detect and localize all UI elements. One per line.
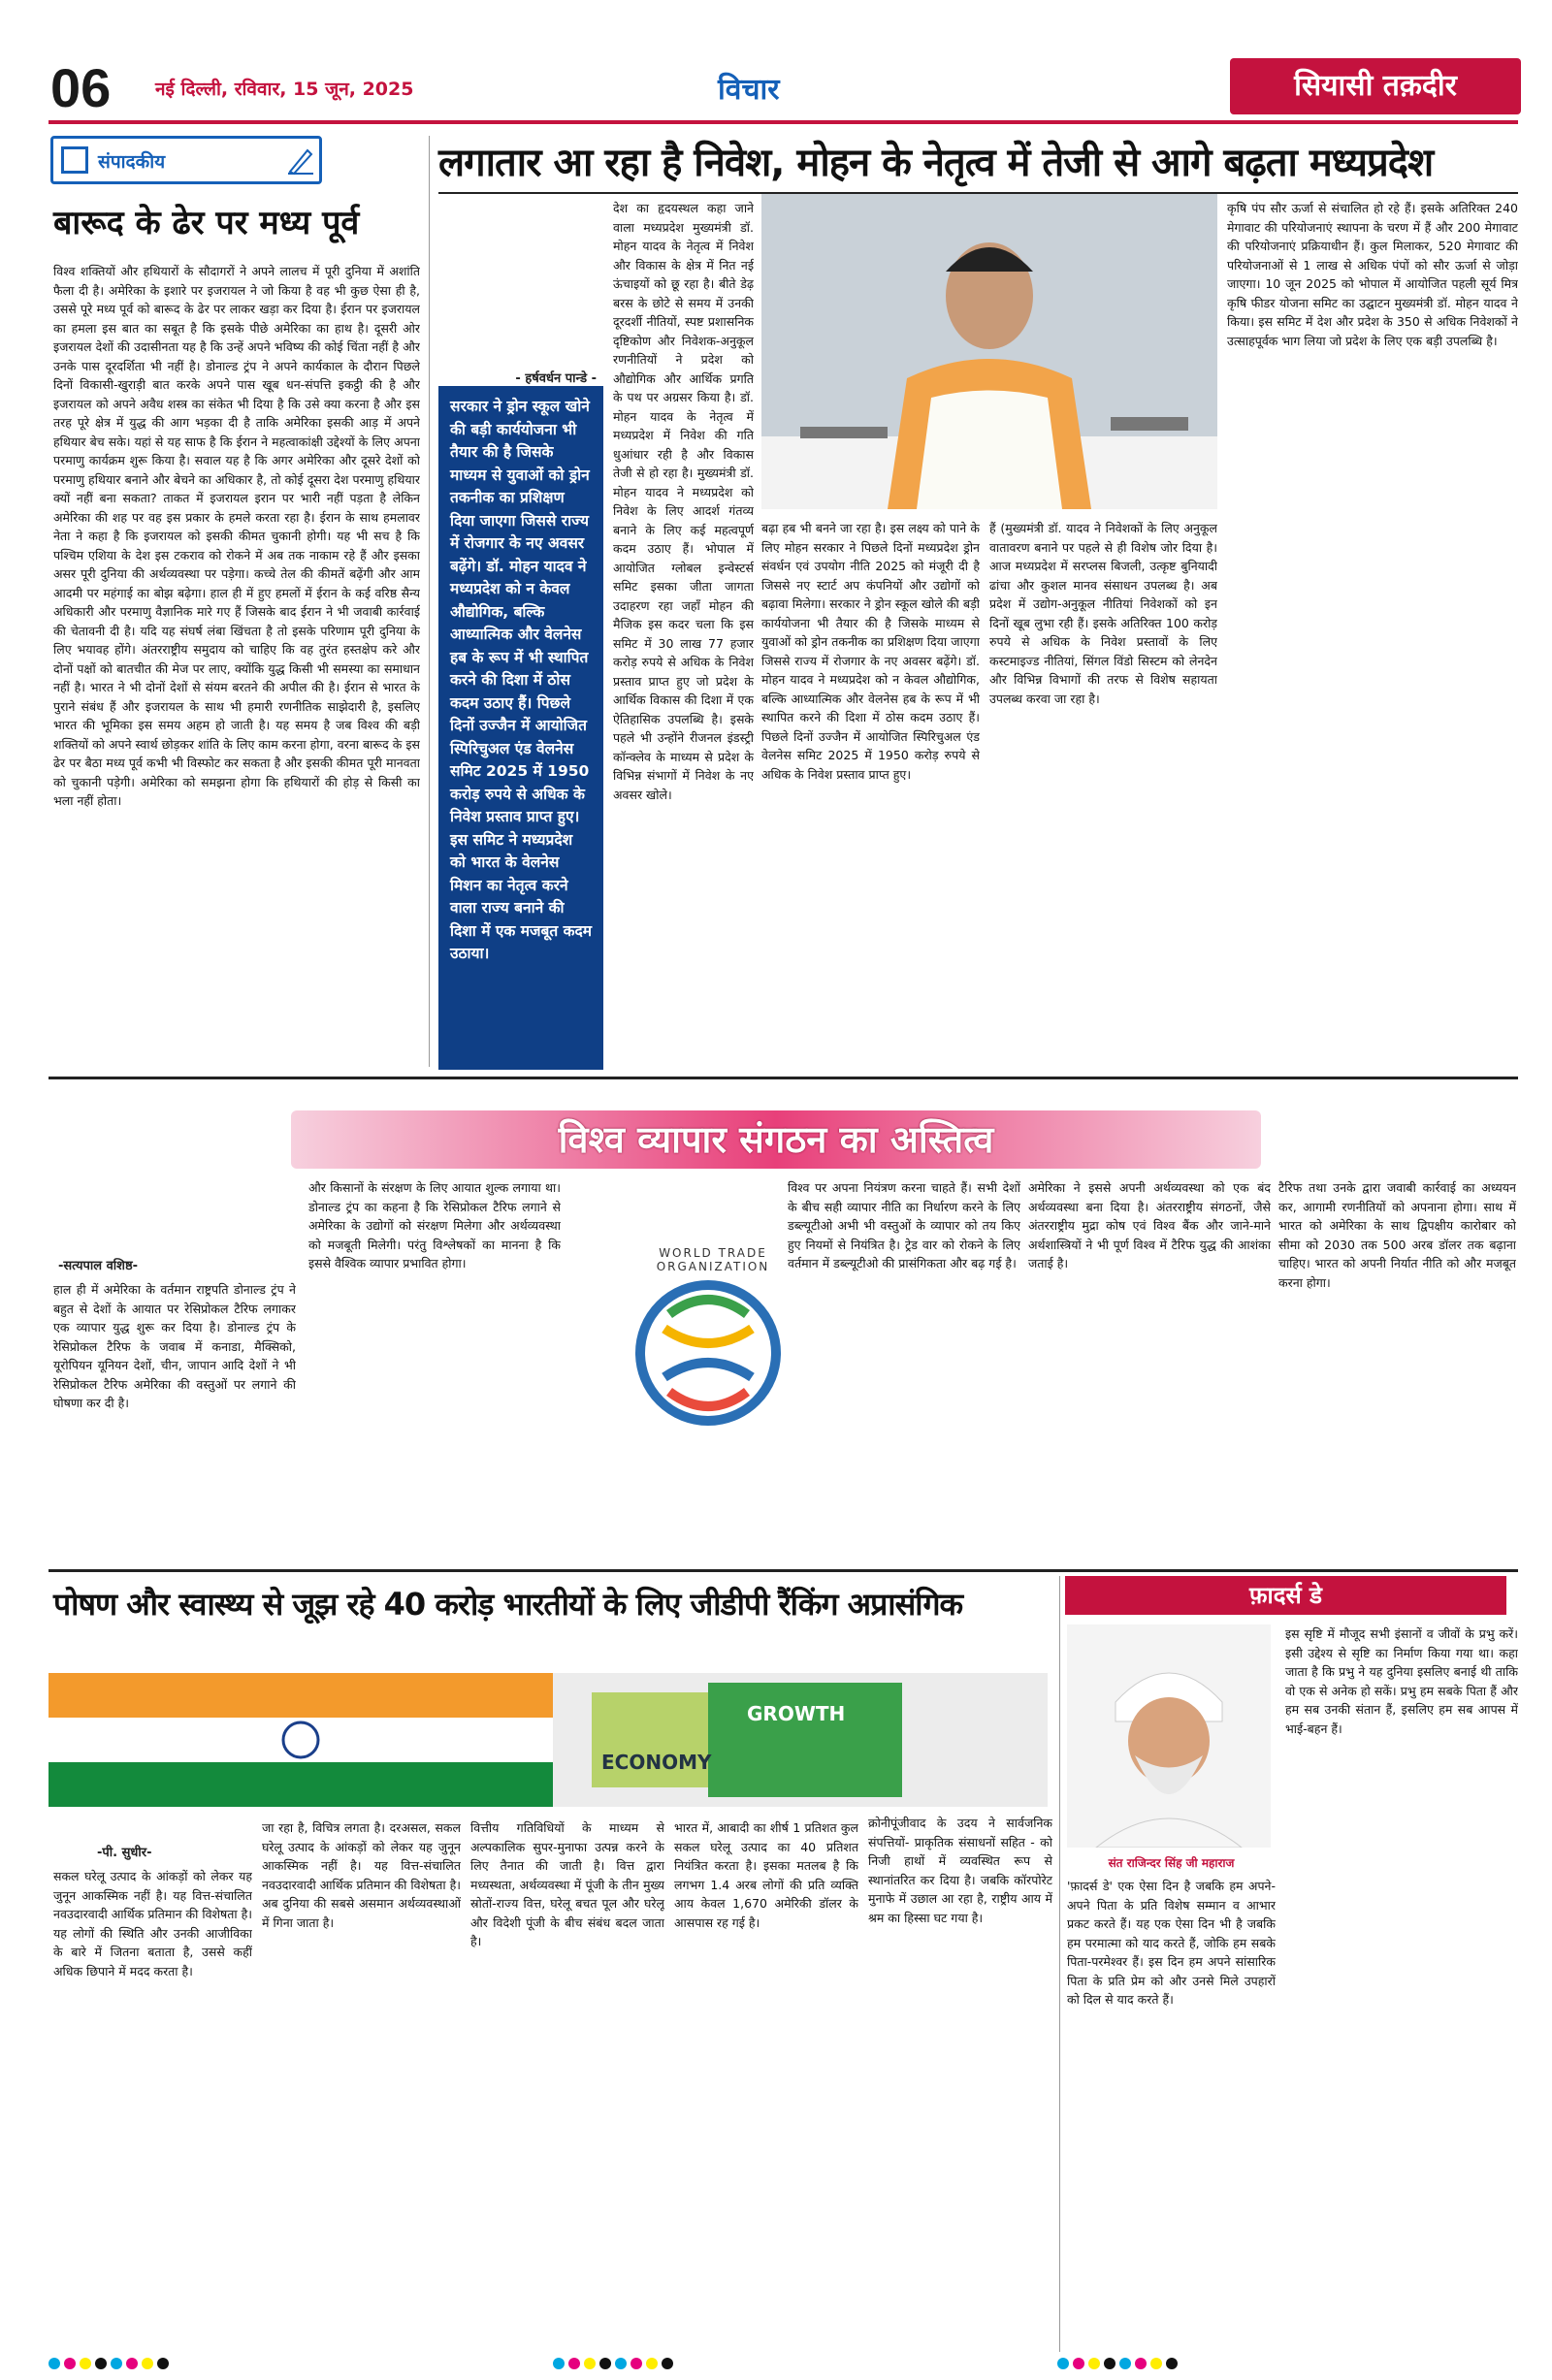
color-dot — [646, 2358, 658, 2369]
article2-col3: विश्व पर अपना नियंत्रण करना चाहते हैं। सभी देशों के बीच सही व्यापार नीति का निर्धारण करने के लिए डब्ल्यूटीओ अभी भी वस्तुओं के व्यापार को तय किए हुए नियमों से नियंत्रित है। ट्रेड वार को रोकने के लिए वर्तमान में डब्ल्यूटीओ की प्रासंगिकता और बढ़ गई है। — [788, 1180, 1020, 1270]
dateline: नई दिल्ली, रविवार, 15 जून, 2025 — [155, 79, 414, 100]
article1-byline: - हर्षवर्धन पान्डे - — [515, 371, 597, 386]
article3-byline: -पी. सुधीर- — [97, 1846, 152, 1860]
color-dot — [95, 2358, 107, 2369]
editorial-body: विश्व शक्तियों और हथियारों के सौदागरों ने अपने लालच में पूरी दुनिया में अशांति फैला दी है। अमेरिका के इशारे पर इजरायल ने जो किया है वह भी कुछ ऐसा ही है, उससे पूरे मध्य पूर्व को बारूद के ढेर पर लाकर खड़ा कर दिया है। ईरान पर इजरायल का हमला इस बात का सबूत है कि इसके पीछे अमेरिका का हाथ है। दूसरी ओर इजरायल देशों की उदासीनता यह है कि उन्हें अपने भविष्य की कोई चिंता नहीं है और उनके पास दूरदर्शिता भी नहीं है। डोनाल्ड ट्रंप ने अपने कार्यकाल के दौरान पिछले दिनों विकासी-खुराड़ी बात करके अपने पास खूब धन-संपत्ति इकट्ठी की है और इजरायल को अपने अवैध शस्त्र का संकेत भी दिया है कि उसे क्या करना है और इस तरह पूरे क्षेत्र में युद्ध की आग भड़का दी है ताकि अमेरिका इसकी आड़ में अपने हथियार बेच सके। यहां से यह साफ है कि ईरान ने महत्वाकांक्षी उद्देश्यों के लिए अपना परमाणु कार्यक्रम शुरू किया है। सवाल यह है कि अगर अमेरिका और दूसरे देशों को परमाणु हथियार बनाने और बेचने का अधिकार है, तो कोई दूसरा देश परमाणु हथियार क्यों नहीं बना सकता? ताकत में इजरायल इरान पर भारी नहीं पड़ता है लेकिन अमेरिका की शह पर वह इस प्रकार के हमले करता रहा है। ईरान के साथ हमलावर नेता ने कहा है कि इजरायल को इसकी कीमत चुकानी होगी। यह भी सच है कि पश्चिम एशिया के देश इस टकराव को रोकने में अब तक नाकाम रहे हैं और इसका असर पूरी दुनिया की अर्थव्यवस्था पर पड़ेगा। कच्चे तेल की कीमतें बढ़ेंगी और आम आदमी पर महंगाई का बोझ बढ़ेगा। हाल ही में हुए हमलों में ईरान के कई वरिष्ठ सैन्य अधिकारी और परमाणु वैज्ञानिक मारे गए हैं जिसके बाद ईरान ने भी जवाबी कार्रवाई की चेतावनी दी है। यदि यह संघर्ष लंबा खिंचता है तो इसके परिणाम पूरी दुनिया के लिए भयावह होंगे। अंतरराष्ट्रीय समुदाय को चाहिए कि वह तुरंत हस्तक्षेप करे और दोनों पक्षों को बातचीत की मेज पर लाए, क्योंकि युद्ध किसी भी समस्या का समाधान नहीं है। भारत ने भी दोनों देशों से संयम बरतने की अपील की है। ईरान से भारत के पुराने संबंध हैं और इजरायल के साथ भी हमारी रणनीतिक साझेदारी है, इसलिए भारत की भूमिका इस समय अहम हो जाती है। यह समय है जब विश्व की बड़ी शक्तियों को अपने स्वार्थ छोड़कर शांति के लिए काम करना होगा, वरना बारूद के इस ढेर पर बैठा मध्य पूर्व कभी भी विस्फोट कर सकता है और इसकी कीमत पूरी मानवता को चुकानी पड़ेगी। अमेरिका को समझना होगा कि हथियारों की होड़ से किसी का भला नहीं होता। — [53, 264, 420, 808]
color-dot — [553, 2358, 565, 2369]
color-dot — [80, 2358, 91, 2369]
color-dot — [126, 2358, 138, 2369]
growth-label: GROWTH — [747, 1702, 846, 1725]
article2-headline: विश्व व्यापार संगठन का अस्तित्व — [558, 1118, 994, 1161]
color-dot — [1119, 2358, 1131, 2369]
editorial-box-icon — [61, 146, 88, 174]
color-dot — [157, 2358, 169, 2369]
article3-col5: क्रोनीपूंजीवाद के उदय ने सार्वजनिक संपत्तियों- प्राकृतिक संसाधनों सहित - को निजी हाथों में व्यवस्थित रूप से स्थानांतरित कर दिया है। जबकि कॉरपोरेट मुनाफे में उछाल आ रहा है, राष्ट्रीय आय में श्रम का हिस्सा घट गया है। — [868, 1816, 1052, 1925]
color-dot — [1150, 2358, 1162, 2369]
saint-portrait — [1067, 1624, 1271, 1848]
saint-caption: संत राजिन्दर सिंह जी महाराज — [1108, 1856, 1235, 1870]
color-dot — [630, 2358, 642, 2369]
pen-icon — [286, 146, 315, 176]
print-color-bar — [48, 2357, 1504, 2370]
editorial-headline: बारूद के ढेर पर मध्य पूर्व — [53, 204, 360, 242]
color-dot — [615, 2358, 627, 2369]
article1-photo — [761, 194, 1217, 509]
article2-col1: हाल ही में अमेरिका के वर्तमान राष्ट्रपति डोनाल्ड ट्रंप ने बहुत से देशों के आयात पर रेसिप्रोकल टैरिफ लगाकर एक व्यापार युद्ध शुरू कर दिया है। डोनाल्ड ट्रंप के रेसिप्रोकल टैरिफ के जवाब में कनाडा, मैक्सिको, यूरोपियन यूनियन देशों, चीन, जापान आदि देशों ने भी रेसिप्रोकल टैरिफ अमेरिका की वस्तुओं पर लगाने की घोषणा कर दी है। — [53, 1282, 296, 1410]
color-dot — [111, 2358, 122, 2369]
color-dot — [1088, 2358, 1100, 2369]
editorial-label-text: संपादकीय — [98, 151, 166, 173]
article1-col4: कृषि पंप सौर ऊर्जा से संचालित हो रहे हैं। इसके अतिरिक्त 240 मेगावाट की परियोजनाएं स्थापना के चरण में हैं और 200 मेगावाट की परियोजनाएं प्रक्रियाधीन हैं। कुल मिलाकर, 520 मेगावाट की परियोजनाओं से 1 लाख से अधिक पंपों को सौर ऊर्जा से जोड़ा जाएगा। 10 जून 2025 को भोपाल में आयोजित पहली सूर्य मित्र कृषि फीडर योजना समिट का उद्घाटन मुख्यमंत्री डॉ. मोहन यादव ने किया। इस समिट में देश और प्रदेश के 350 से अधिक निवेशकों ने उत्साहपूर्वक भाग लिया जो प्रदेश के लिए एक बड़ी उपलब्धि है। — [1227, 201, 1518, 348]
article1-col1: देश का हृदयस्थल कहा जाने वाला मध्यप्रदेश मुख्यमंत्री डॉ. मोहन यादव के नेतृत्व में निवेश और विकास के क्षेत्र में नित नई ऊंचाइयों को छू रहा है। बीते डेढ़ बरस के छोटे से समय में उनकी दूरदर्शी नीतियों, स्पष्ट प्रशासनिक दृष्टिकोण और निवेशक-अनुकूल रणनीतियों ने प्रदेश को औद्योगिक और आर्थिक प्रगति के पथ पर अग्रसर किया है। डॉ. मोहन यादव के नेतृत्व में मध्यप्रदेश में निवेश की गति धुआंधार रही है और विकास तेजी से हो रहा है। मुख्यमंत्री डॉ. मोहन यादव ने मध्यप्रदेश को निवेश के लिए आदर्श गंतव्य बनाने के लिए कई महत्वपूर्ण कदम उठाए हैं। भोपाल में आयोजित ग्लोबल इन्वेस्टर्स समिट इसका जीता जागता उदाहरण रहा जहाँ मोहन की मैजिक इस कदर चला कि इस समिट में 30 लाख 77 हजार करोड़ रुपये से अधिक के निवेश प्रस्ताव प्राप्त हुए जो प्रदेश के आर्थिक विकास की दिशा में एक ऐतिहासिक उपलब्धि है। इसके पहले भी उन्होंने रीजनल इंडस्ट्री कॉन्क्लेव के माध्यम से प्रदेश के विभिन्न संभागों में निवेश के नए अवसर खोले। — [613, 201, 754, 802]
column-divider-2 — [1059, 1576, 1060, 2352]
section-title: विचार — [718, 73, 780, 107]
masthead-rule — [48, 120, 1518, 124]
article1-headline: लगातार आ रहा है निवेश, मोहन के नेतृत्व में तेजी से आगे बढ़ता मध्यप्रदेश — [438, 141, 1434, 185]
article3-col4: भारत में, आबादी का शीर्ष 1 प्रतिशत कुल सकल घरेलू उत्पाद का 40 प्रतिशत नियंत्रित करता है। इसका मतलब है कि लगभग 1.4 अरब लोगों की प्रति व्यक्ति आय केवल 1,670 अमेरिकी डॉलर के आसपास रह गई है। — [674, 1820, 858, 1930]
article1-col3: हैं (मुख्यमंत्री डॉ. यादव ने निवेशकों के लिए अनुकूल वातावरण बनाने पर पहले से ही विशेष जोर दिया है। आज मध्यप्रदेश में सरप्लस बिजली, उत्कृष्ट बुनियादी ढांचा और कुशल मानव संसाधन उपलब्ध है। अब प्रदेश में उद्योग-अनुकूल नीतियां निवेशकों को इन दिनों खूब लुभा रही हैं। इसके अतिरिक्त 100 करोड़ रुपये से अधिक के निवेश प्रस्तावों के लिए कस्टमाइज्ड नीतियां, सिंगल विंडो सिस्टम को लेनदेन और विभिन्न विभागों की तरफ से विशेष सहायता उपलब्ध करवा जा रहा है। — [989, 521, 1217, 706]
article1-pullquote: सरकार ने ड्रोन स्कूल खोने की बड़ी कार्ययोजना भी तैयार की है जिसके माध्यम से युवाओं को ड्रोन तकनीक का प्रशिक्षण दिया जाएगा जिससे राज्य में रोजगार के नए अवसर बढ़ेंगे। डॉ. मोहन यादव ने मध्यप्रदेश को न केवल औद्योगिक, बल्कि आध्यात्मिक और वेलनेस हब के रूप में भी स्थापित करने की दिशा में ठोस कदम उठाए हैं। पिछले दिनों उज्जैन में आयोजित स्पिरिचुअल एंड वेलनेस समिट 2025 में 1950 करोड़ रुपये से अधिक के निवेश प्रस्ताव प्राप्त हुए। इस समिट ने मध्यप्रदेश को भारत के वेलनेस मिशन का नेतृत्व करने वाला राज्य बनाने की दिशा में एक मजबूत कदम उठाया। — [438, 386, 603, 1070]
section-rule-2 — [48, 1569, 1518, 1572]
color-dot — [48, 2358, 60, 2369]
page-number: 06 — [50, 57, 112, 118]
masthead — [0, 0, 1552, 126]
article3-col2: जा रहा है, विचित्र लगता है। दरअसल, सकल घरेलू उत्पाद के आंकड़ों को लेकर यह जुनून आकस्मिक नहीं है। यह वित्त-संचालित नवउदारवादी आर्थिक प्रतिमान की विशेषता है। अब दुनिया की सबसे असमान अर्थव्यवस्थाओं में गिना जाता है। — [262, 1820, 461, 1930]
color-dot — [1057, 2358, 1069, 2369]
section-rule — [48, 1077, 1518, 1079]
column-divider — [429, 136, 430, 1067]
cm-photo-illustration — [761, 194, 1217, 509]
color-dot — [142, 2358, 153, 2369]
color-dot — [1104, 2358, 1116, 2369]
color-dot — [1135, 2358, 1147, 2369]
color-dot — [1073, 2358, 1084, 2369]
article2-col5: टैरिफ तथा उनके द्वारा जवाबी कार्रवाई का अध्ययन कर, आगामी रणनीतियों को अपनाना होगा। साथ में भारत को अमेरिका के साथ द्विपक्षीय कारोबार को सीमा को 2030 तक 500 अरब डॉलर तक बढ़ाना चाहिए। भारत को अपनी निर्यात नीति को और मजबूत करना होगा। — [1278, 1180, 1516, 1290]
color-dot — [64, 2358, 76, 2369]
article2-col4: अमेरिका ने इससे अपनी अर्थव्यवस्था को एक बंद अर्थव्यवस्था बना दिया है। अंतरराष्ट्रीय संगठनों, जैसे अंतरराष्ट्रीय मुद्रा कोष एवं विश्व बैंक और जाने-माने अर्थशास्त्रियों ने भी पूर्ण विश्व में टैरिफ युद्ध की आशंका जताई है। — [1028, 1180, 1271, 1270]
article4-col2: इस सृष्टि में मौजूद सभी इंसानों व जीवों के प्रभु करें। इसी उद्देश्य से सृष्टि का निर्माण किया गया था। कहा जाता है कि प्रभु ने यह दुनिया इसलिए बनाई थी ताकि वो एक से अनेक हो सकें। प्रभु हम सबके पिता हैं और हम सब उनकी संतान हैं, इसलिए हम सब आपस में भाई-बहन हैं। — [1285, 1626, 1518, 1736]
saint-photo — [1067, 1624, 1271, 1848]
wto-logo-text: WORLD TRADE ORGANIZATION — [656, 1246, 770, 1273]
color-dot — [599, 2358, 611, 2369]
fathers-day-banner: फ़ादर्स डे — [1065, 1576, 1506, 1615]
article2-byline: -सत्यपाल वशिष्ठ- — [58, 1259, 139, 1273]
color-dot — [568, 2358, 580, 2369]
color-dot — [662, 2358, 673, 2369]
article2-banner — [291, 1110, 1261, 1169]
color-dot — [584, 2358, 596, 2369]
article2-col2: और किसानों के संरक्षण के लिए आयात शुल्क लगाया था। डोनाल्ड ट्रंप का कहना है कि रेसिप्रोकल टैरिफ लगाने से अमेरिका के उद्योगों को संरक्षण मिलेगा और अर्थव्यवस्था को मजबूती मिलेगी। परंतु विश्लेषकों का मानना है कि इससे वैश्विक व्यापार प्रभावित होगा। — [308, 1180, 561, 1270]
article3-headline: पोषण और स्वास्थ्य से जूझ रहे 40 करोड़ भारतीयों के लिए जीडीपी रैंकिंग अप्रासंगिक — [53, 1586, 963, 1623]
article4-col1: 'फ़ादर्स डे' एक ऐसा दिन है जबकि हम अपने-अपने पिता के प्रति विशेष सम्मान व आभार प्रकट करते हैं। यह एक ऐसा दिन भी है जबकि हम परमात्मा को याद करते हैं, जोकि हम सबके पिता-परमेश्वर हैं। इस दिन हम अपने सांसारिक पिता के प्रति प्रेम को और उनसे मिले उपहारों को दिल से याद करते हैं। — [1067, 1879, 1276, 2007]
editorial-label — [50, 136, 322, 184]
article3-col3: वित्तीय गतिविधियों के माध्यम से अल्पकालिक सुपर-मुनाफा उत्पन्न करने के लिए तैनात की जाती है। वित्त द्वारा मध्यस्थता, अर्थव्यवस्था में पूंजी के तीन मुख्य स्रोतों-राज्य वित्त, घरेलू बचत पूल और घरेलू और विदेशी पूंजी के बीच संबंध बदल जाता है। — [470, 1820, 664, 1948]
article3-col1: सकल घरेलू उत्पाद के आंकड़ों को लेकर यह जुनून आकस्मिक नहीं है। यह वित्त-संचालित नवउदारवादी आर्थिक प्रतिमान की विशेषता है। यह लोगों की स्थिति और उनकी आजीविका के बारे में जितना बताता है, उससे कहीं अधिक छिपाने में मदद करता है। — [53, 1869, 252, 1978]
section-kicker: सियासी तक़दीर — [1230, 58, 1521, 114]
color-dot — [1166, 2358, 1178, 2369]
article1-col2: बढ़ा हब भी बनने जा रहा है। इस लक्ष्य को पाने के लिए मोहन सरकार ने पिछले दिनों मध्यप्रदेश ड्रोन संवर्धन एवं उपयोग नीति 2025 को मंजूरी दी है जिससे नए स्टार्ट अप कंपनियों और उद्योगों को बढ़ावा मिलेगा। सरकार ने ड्रोन स्कूल खोले की बड़ी कार्ययोजना भी तैयार की है जिसके माध्यम से युवाओं को ड्रोन तकनीक का प्रशिक्षण दिया जाएगा जिससे राज्य में रोजगार के नए अवसर बढ़ेंगे। डॉ. मोहन यादव ने मध्यप्रदेश को न केवल औद्योगिक, बल्कि आध्यात्मिक और वेलनेस हब के रूप में भी स्थापित करने की दिशा में ठोस कदम उठाए हैं। पिछले दिनों उज्जैन में आयोजित स्पिरिचुअल एंड वेलनेस समिट 2025 में 1950 करोड़ रुपये से अधिक के निवेश प्रस्ताव प्राप्त हुए। — [761, 521, 980, 782]
economy-label: ECONOMY — [601, 1751, 712, 1774]
